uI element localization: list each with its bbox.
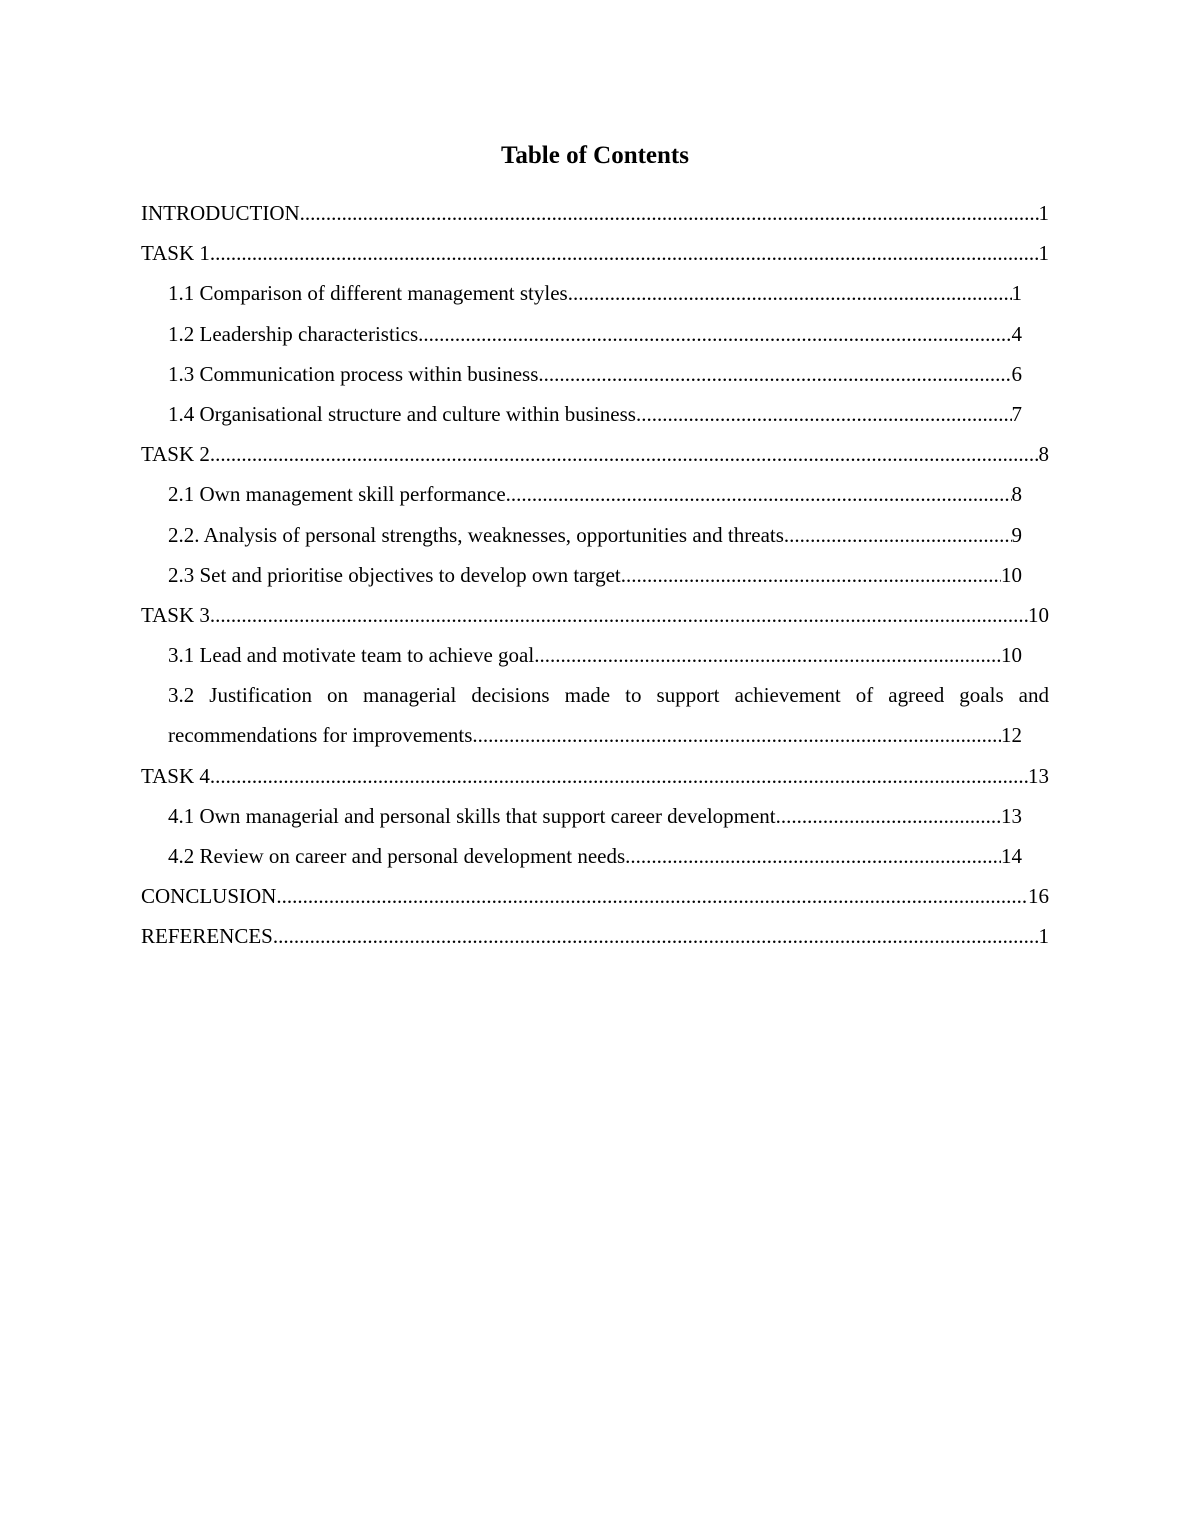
toc-page-number: 8 — [1011, 482, 1022, 507]
toc-entry-label: 1.2 Leadership characteristics — [168, 321, 419, 346]
toc-page-number: 1 — [1038, 924, 1049, 949]
dot-leader — [300, 193, 1039, 233]
toc-page-number: 1 — [1011, 281, 1022, 306]
toc-entry-task-4[interactable] — [141, 756, 1049, 796]
toc-entry-2-3[interactable] — [168, 555, 1022, 595]
dot-leader — [210, 756, 1028, 796]
dot-leader — [506, 474, 1012, 514]
toc-entry-label-line-1: 3.2 Justification on managerial decisions made to support achievement of agreed goals and — [168, 683, 1049, 708]
toc-entry-label-line-2: recommendations for improvements — [168, 723, 473, 748]
toc-entry-label: 4.2 Review on career and personal development needs — [168, 844, 626, 868]
dot-leader — [538, 354, 1011, 394]
toc-page-number: 4 — [1011, 321, 1022, 346]
dot-leader — [776, 796, 1001, 836]
toc-page-number: 10 — [1001, 643, 1022, 668]
dot-leader — [276, 876, 1028, 916]
toc-entry-2-1[interactable] — [168, 474, 1022, 514]
dot-leader — [636, 394, 1012, 434]
toc-entry-conclusion[interactable] — [141, 876, 1049, 916]
toc-entry-3-1[interactable] — [168, 635, 1022, 675]
dot-leader — [472, 715, 1001, 755]
toc-entry-4-2[interactable] — [168, 836, 1022, 876]
toc-entry-task-2[interactable] — [141, 434, 1049, 474]
toc-entry-label: 2.1 Own management skill performance — [168, 482, 506, 507]
dot-leader — [568, 273, 1012, 313]
toc-entry-1-4[interactable] — [168, 394, 1022, 434]
toc-entry-label: 2.2. Analysis of personal strengths, weaknesses, opportunities and threats — [168, 522, 784, 547]
dot-leader — [534, 635, 1001, 675]
dot-leader — [210, 434, 1039, 474]
toc-entry-label: TASK 4 — [141, 763, 210, 788]
toc-entry-label: TASK 3 — [141, 602, 210, 627]
toc-page-number: 12 — [1001, 723, 1022, 748]
toc-entry-label: 1.4 Organisational structure and culture within business — [168, 401, 636, 426]
toc-page-number: 1 — [1038, 201, 1049, 225]
toc-entry-task-3[interactable] — [141, 595, 1049, 635]
toc-entry-label: TASK 1 — [141, 241, 210, 266]
dot-leader — [210, 595, 1028, 635]
toc-entry-1-2[interactable] — [168, 314, 1022, 354]
toc-page-number: 7 — [1011, 401, 1022, 426]
toc-page-number: 14 — [1001, 844, 1022, 868]
toc-entry-3-2[interactable] — [168, 675, 1049, 755]
toc-page-number: 10 — [1028, 602, 1049, 627]
toc-entry-label: 1.3 Communication process within business — [168, 361, 539, 386]
toc-entry-label: 3.1 Lead and motivate team to achieve goal — [168, 643, 535, 668]
toc-entry-4-1[interactable] — [168, 796, 1022, 836]
toc-entry-label: 2.3 Set and prioritise objectives to develop own target — [168, 562, 621, 587]
dot-leader — [210, 233, 1039, 273]
table-of-contents — [141, 193, 1049, 957]
dot-leader — [784, 515, 1012, 555]
dot-leader — [418, 314, 1011, 354]
toc-entry-line-2 — [168, 715, 1022, 755]
dot-leader — [621, 555, 1001, 595]
dot-leader — [273, 916, 1039, 956]
toc-page-number: 9 — [1011, 522, 1022, 547]
toc-page-number: 13 — [1001, 803, 1022, 828]
toc-entry-task-1[interactable] — [141, 233, 1049, 273]
toc-entry-2-2[interactable] — [168, 515, 1022, 555]
dot-leader — [625, 836, 1001, 876]
toc-page-number: 13 — [1028, 763, 1049, 788]
toc-entry-label: 1.1 Comparison of different management styles — [168, 281, 568, 306]
toc-entry-label: 4.1 Own managerial and personal skills that support career development — [168, 803, 776, 828]
toc-entry-introduction[interactable] — [141, 193, 1049, 233]
toc-entry-references[interactable] — [141, 916, 1049, 956]
toc-page-number: 16 — [1028, 884, 1049, 909]
toc-page-number: 8 — [1038, 442, 1049, 467]
toc-page-number: 10 — [1001, 562, 1022, 587]
toc-entry-label: INTRODUCTION — [141, 201, 300, 225]
toc-entry-label: TASK 2 — [141, 442, 210, 467]
toc-page-number: 6 — [1011, 361, 1022, 386]
toc-entry-1-3[interactable] — [168, 354, 1022, 394]
toc-entry-1-1[interactable] — [168, 273, 1022, 313]
toc-entry-label: CONCLUSION — [141, 884, 277, 909]
toc-title: Table of Contents — [501, 142, 689, 169]
toc-entry-label: REFERENCES — [141, 924, 273, 949]
toc-page-number: 1 — [1038, 241, 1049, 266]
